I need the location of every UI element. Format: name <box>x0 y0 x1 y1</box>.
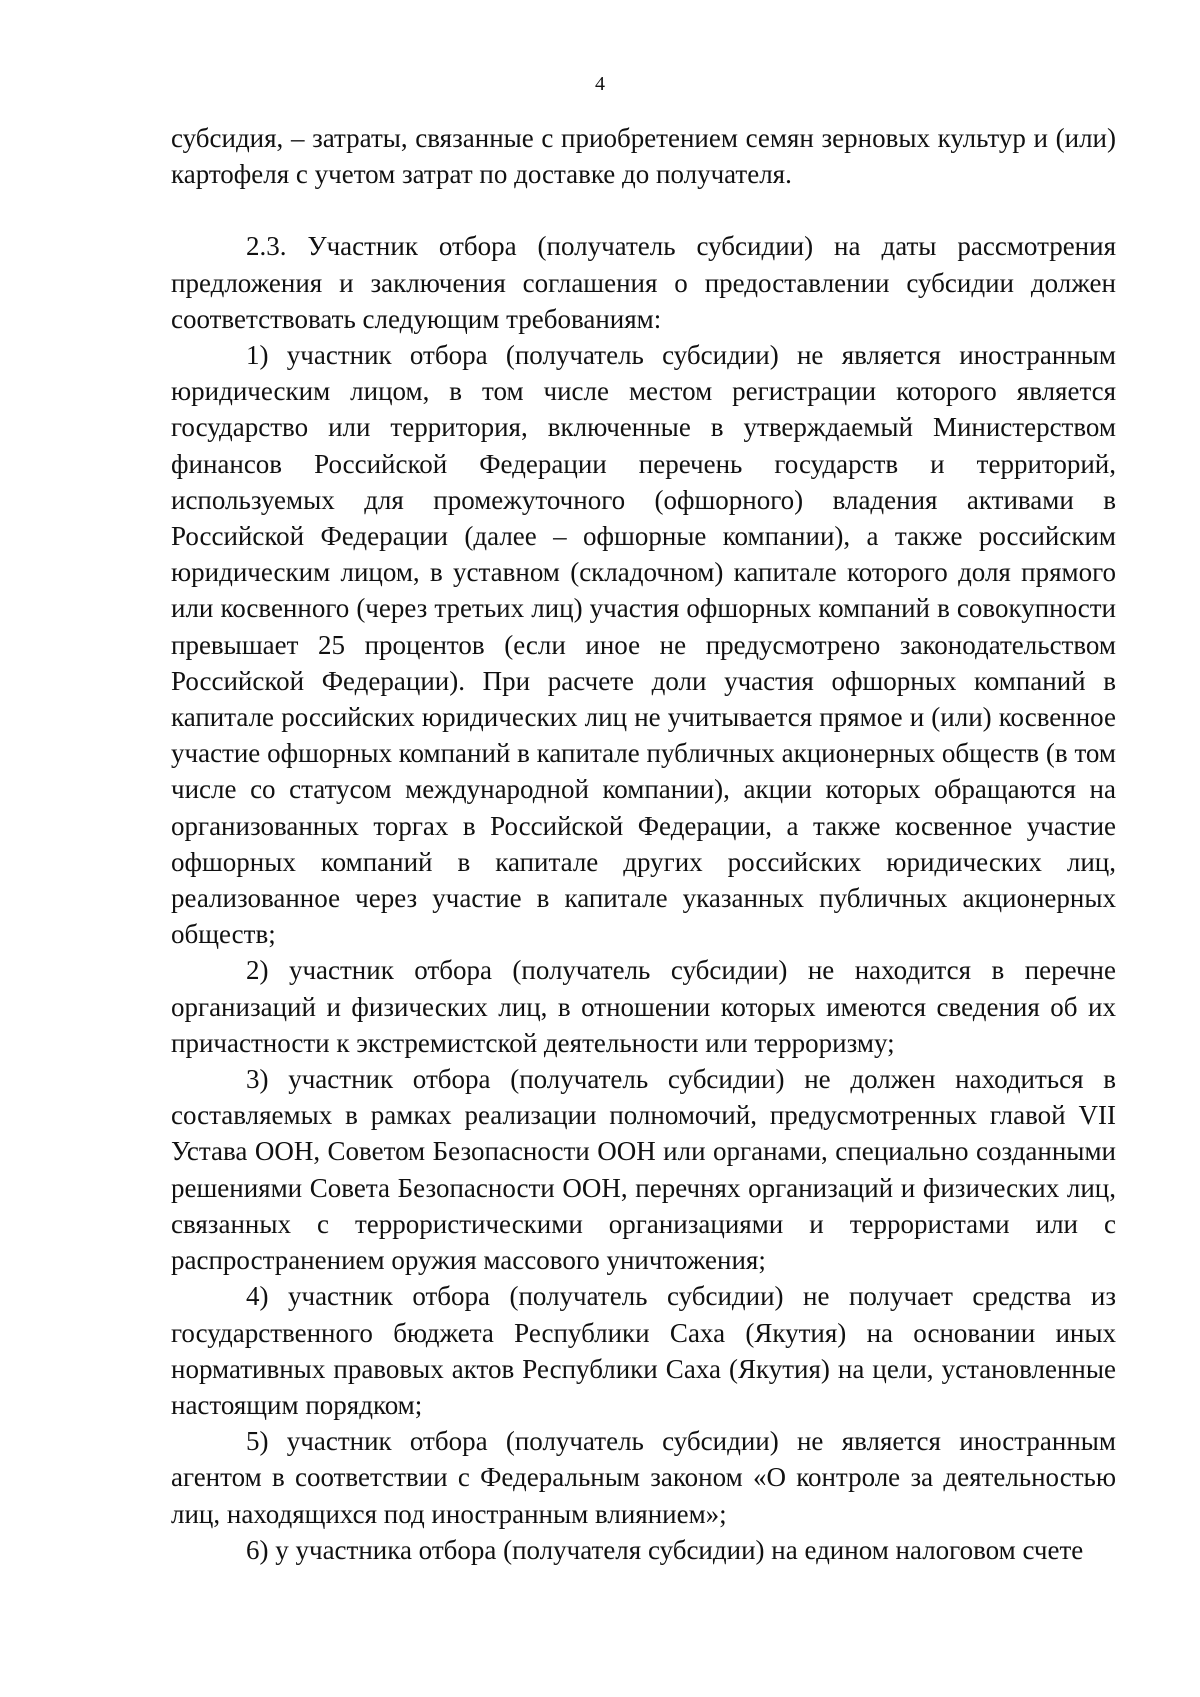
paragraph-item-4-budget-funds: 4) участник отбора (получатель субсидии) не получает средства из государственного бюджета Республики Саха (Якутия) на основании иных нормативных правовых актов Республики Саха (Якутия) на цели, установленные настоящим порядком; <box>171 1281 1116 1420</box>
paragraph-item-1-offshore: 1) участник отбора (получатель субсидии) не является иностранным юридическим лицом, в том числе местом регистрации которого является государство или территория, включенные в утверждаемый Министерством финансов Российской Федерации перечень государств и территорий, используемых для промежуточного (офшорного) владения активами в Российской Федерации (далее – офшорные компании), а также российским юридическим лицом, в уставном (складочном) капитале которого доля прямого или косвенного (через третьих лиц) участия офшорных компаний в совокупности превышает 25 процентов (если иное не предусмотрено законодательством Российской Федерации). При расчете доли участия офшорных компаний в капитале российских юридических лиц не учитывается прямое и (или) косвенное участие офшорных компаний в капитале публичных акционерных обществ (в том числе со статусом международной компании), акции которых обращаются на организованных торгах в Российской Федерации, а также косвенное участие офшорных компаний в капитале других российских юридических лиц, реализованное через участие в капитале указанных публичных акционерных обществ; <box>171 340 1116 950</box>
paragraph-subsidy-costs: субсидия, – затраты, связанные с приобретением семян зерновых культур и (или) картофеля с учетом затрат по доставке до получателя. <box>171 123 1116 190</box>
paragraph-item-2-extremism: 2) участник отбора (получатель субсидии) не находится в перечне организаций и физических лиц, в отношении которых имеются сведения об их причастности к экстремистской деятельности или терроризму; <box>171 955 1116 1058</box>
document-body <box>171 120 1116 1568</box>
paragraph-2-3-requirements: 2.3. Участник отбора (получатель субсидии) на даты рассмотрения предложения и заключения соглашения о предоставлении субсидии должен соответствовать следующим требованиям: <box>171 231 1116 334</box>
paragraph-item-5-foreign-agent: 5) участник отбора (получатель субсидии) не является иностранным агентом в соответствии с Федеральным законом «О контроле за деятельностью лиц, находящихся под иностранным влиянием»; <box>171 1426 1116 1529</box>
paragraph-item-6-tax-account: 6) у участника отбора (получателя субсидии) на едином налоговом счете <box>246 1534 1084 1565</box>
page-number: 4 <box>595 73 605 95</box>
paragraph-item-3-un-lists: 3) участник отбора (получатель субсидии) не должен находиться в составляемых в рамках реализации полномочий, предусмотренных главой VII Устава ООН, Советом Безопасности ООН или органами, специально созданными решениями Совета Безопасности ООН, перечнях организаций и физических лиц, связанных с террористическими организациями и террористами или с распространением оружия массового уничтожения; <box>171 1064 1116 1276</box>
